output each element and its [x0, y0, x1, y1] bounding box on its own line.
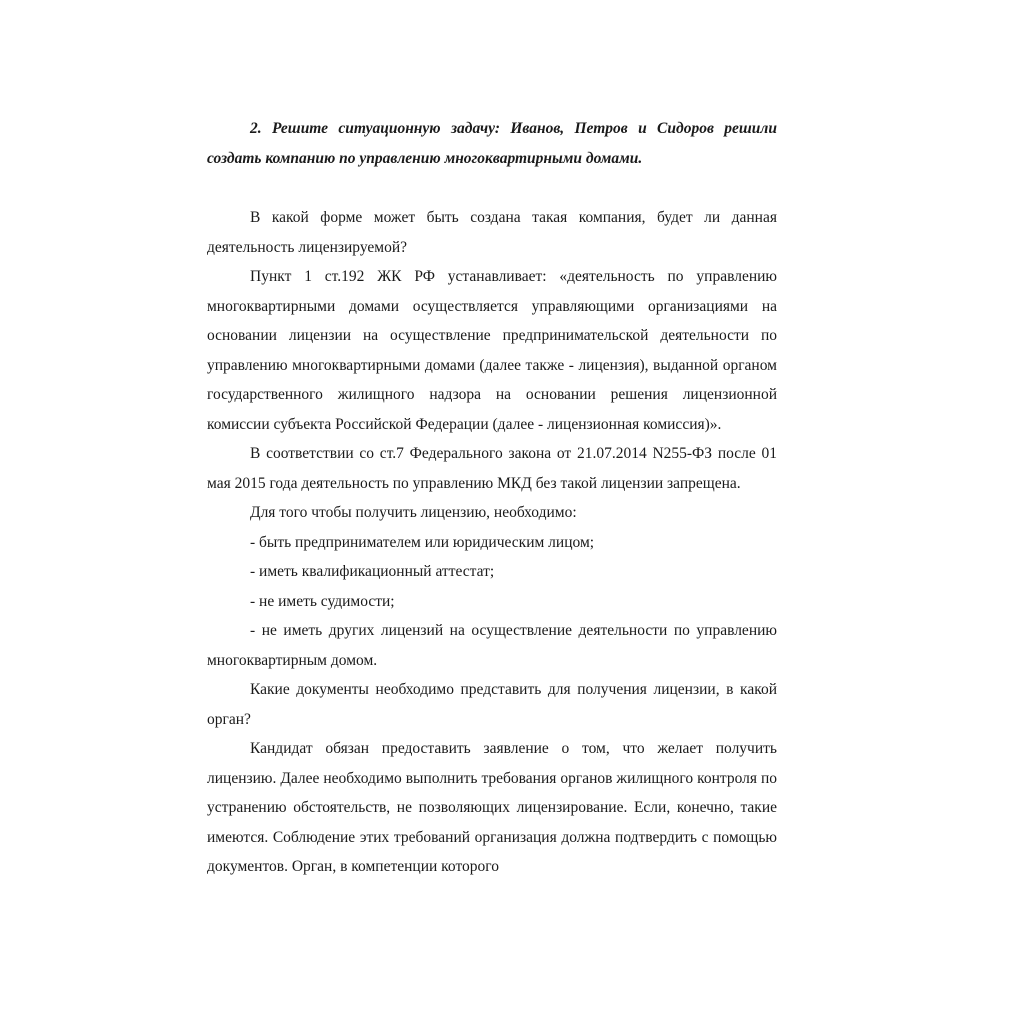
document-body: [207, 114, 777, 920]
list-item: - иметь квалификационный аттестат;: [250, 563, 495, 580]
paragraph-question-form: В какой форме может быть создана такая компания, будет ли данная деятельность лицензируемой?: [207, 209, 777, 256]
paragraph-federal-law: В соответствии со ст.7 Федерального закона от 21.07.2014 N255-ФЗ после 01 мая 2015 года деятельность по управлению МКД без такой лицензии запрещена.: [207, 445, 777, 492]
list-item: - не иметь судимости;: [250, 592, 395, 610]
task-heading: 2. Решите ситуационную задачу: Иванов, Петров и Сидоров решили создать компанию по управлению многоквартирными домами.: [207, 120, 777, 167]
paragraph-article-192: Пункт 1 ст.192 ЖК РФ устанавливает: «деятельность по управлению многоквартирными домами осуществляется управляющими организациями на основании лицензии на осуществление предпринимательской деятельности по управлению многоквартирными домами (далее также - лицензия), выданной органом государственного жилищного надзора на основании решения лицензионной комиссии субъекта Российской Федерации (далее - лицензионная комиссия)».: [207, 268, 777, 433]
paragraph-question-documents: Какие документы необходимо представить для получения лицензии, в какой орган?: [207, 681, 777, 728]
paragraph-license-requirements-intro: Для того чтобы получить лицензию, необходимо:: [250, 504, 577, 521]
list-item: - быть предпринимателем или юридическим лицом;: [250, 533, 595, 551]
list-item: - не иметь других лицензий на осуществление деятельности по управлению многоквартирным домом.: [207, 622, 777, 669]
paragraph-candidate-application: Кандидат обязан предоставить заявление о том, что желает получить лицензию. Далее необходимо выполнить требования органов жилищного контроля по устранению обстоятельств, не позволяющих лицензирование. Если, конечно, такие имеются. Соблюдение этих требований организация должна подтвердить с помощью документов. Орган, в компетенции которого: [207, 740, 777, 875]
